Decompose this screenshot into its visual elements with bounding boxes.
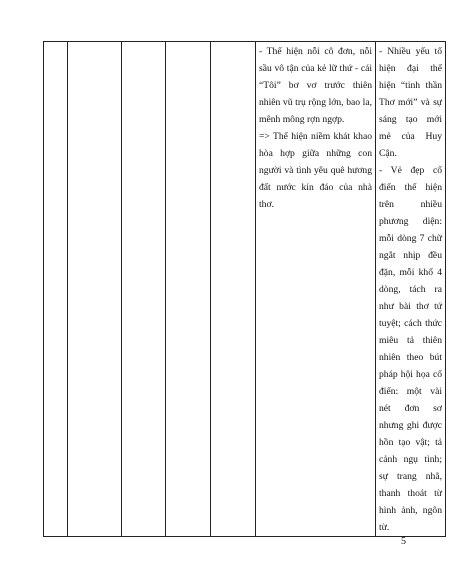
paragraph: => Thể hiện niềm khát khao hòa hợp giữa những con người và tình yêu quê hương đất nước kín đáo của nhà thơ. bbox=[259, 131, 372, 210]
empty-cell bbox=[68, 42, 122, 537]
empty-cell bbox=[44, 42, 68, 537]
features-cell bbox=[376, 42, 446, 537]
paragraph: - Vẻ đẹp cổ điển thể hiện trên nhiều phương diện: mỗi dòng 7 chữ ngắt nhịp đều đặn, mỗi khổ 4 dòng, tách ra như bài thơ tứ tuyệt; cách thức miêu tả thiên nhiên theo bút pháp hội họa cổ điển: một vài nét đơn sơ nhưng ghi được hồn tạo vật; tả cảnh ngụ tình; sự trang nhã, thanh thoát từ hình ảnh, ngôn từ. bbox=[379, 165, 442, 533]
table-row bbox=[44, 42, 446, 537]
empty-cell bbox=[211, 42, 256, 537]
analysis-cell bbox=[256, 42, 376, 537]
paragraph: - Thể hiện nỗi cô đơn, nỗi sầu vô tận của kẻ lữ thứ - cái “Tôi” bơ vơ trước thiên nhiên vũ trụ rộng lớn, bao la, mênh mông rợn ngợp. bbox=[259, 46, 372, 125]
content-table bbox=[43, 41, 446, 537]
page-number: 5 bbox=[401, 536, 406, 547]
empty-cell bbox=[122, 42, 166, 537]
empty-cell bbox=[166, 42, 211, 537]
paragraph: - Nhiều yếu tố hiện đại thể hiện “tinh thần Thơ mới” và sự sáng tạo mới mẻ của Huy Cận. bbox=[379, 46, 442, 159]
